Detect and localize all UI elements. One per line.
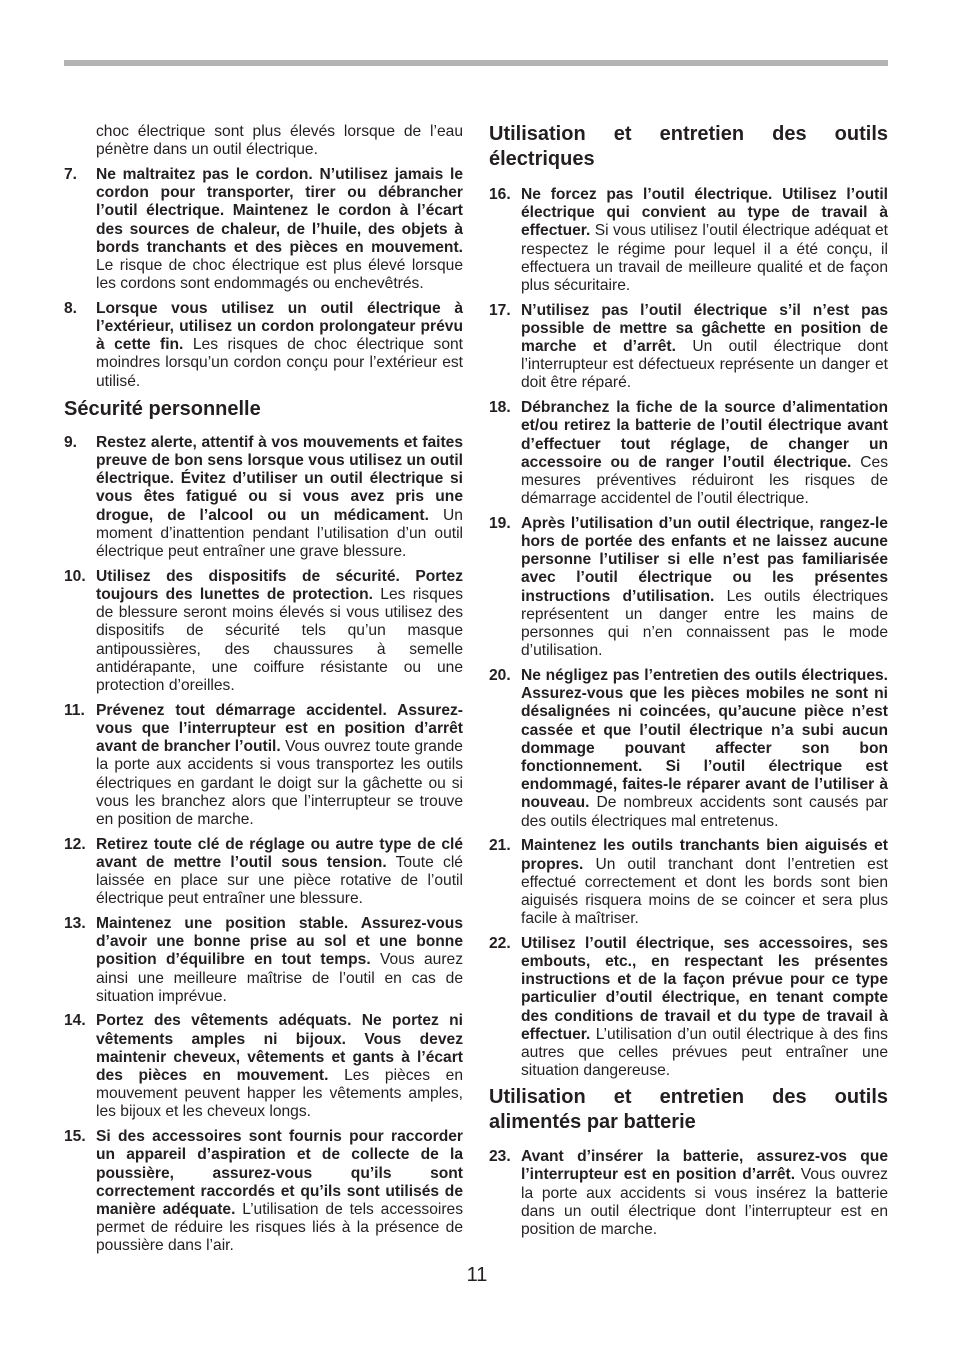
item-body: Vous aurez ainsi une meilleure maîtrise de l’outil en cas de situation imprévue.	[96, 951, 463, 1005]
item-body: Les pièces en mouvement peuvent happer les vêtements amples, les bijoux et les cheveux longs.	[96, 1067, 464, 1121]
item-lead: Prévenez tout démarrage accidentel. Assurez-vous que l’interrupteur est en position d’arrêt avant de brancher l’outil.	[96, 701, 463, 756]
item-text	[96, 702, 463, 829]
item-text	[521, 935, 888, 1081]
item-number: 19.	[489, 514, 511, 532]
item-lead: Maintenez une position stable. Assurez-vous d’avoir une bonne prise au sol et une bonne position d’équilibre en tout temps.	[96, 914, 463, 969]
safety-item-23	[489, 1148, 888, 1239]
safety-item-12	[64, 836, 463, 909]
item-body: Ces mesures préventives réduiront les risques de démarrage accidentel de l’outil électrique.	[521, 453, 888, 508]
safety-item-19	[489, 515, 888, 661]
item-number: 17.	[489, 301, 511, 319]
item-number: 7.	[64, 165, 78, 183]
item-text	[521, 515, 888, 661]
item-body: Les risques de choc électrique sont moindres lorsqu’un cordon conçu pour l’extérieur est utilisé.	[96, 336, 463, 390]
safety-item-18	[489, 399, 888, 508]
safety-item-7	[64, 166, 463, 293]
item-text	[521, 186, 888, 295]
page-number: 11	[466, 1264, 488, 1286]
safety-item-14	[64, 1012, 463, 1121]
safety-item-10	[64, 568, 463, 695]
item-body: Un outil tranchant dont l’entretien est effectué correctement et dont les bords sont bien aiguisés risquera moins de se coincer et sera plus facile à maîtriser.	[521, 855, 888, 928]
item-number: 12.	[64, 835, 86, 853]
safety-item-17	[489, 302, 888, 393]
section-heading-tool-use: Utilisation et entretien des outils électriques	[489, 122, 888, 170]
item-body: Vous ouvrez la porte aux accidents si vous insérez la batterie dans un outil électrique dont l’interrupteur est en position de marche.	[521, 1166, 888, 1239]
item-lead: Après l’utilisation d’un outil électrique, rangez-le hors de portée des enfants et ne laissez aucune personne l’utiliser si elle n’est pas familiarisée avec l’outil électrique ou les présentes instructions d’utilisation.	[521, 514, 888, 605]
item-text	[521, 1148, 888, 1239]
item-number: 14.	[64, 1012, 86, 1030]
item-lead: Restez alerte, attentif à vos mouvements et faites preuve de bon sens lorsque vous utilisez un outil électrique. Évitez d’utiliser un outil électrique si vous êtes fatigué ou si vous avez pris une drogue, de l’alcool ou un médicament.	[96, 433, 463, 524]
safety-item-15	[64, 1128, 463, 1255]
item-body: Un outil électrique dont l’interrupteur est défectueux représente un danger et doit être réparé.	[521, 338, 888, 392]
item-body: Un moment d’inattention pendant l’utilisation d’un outil électrique peut entraîner une grave blessure.	[96, 506, 463, 561]
item-body: Vous ouvrez toute grande la porte aux accidents si vous transportez les outils électriques en gardant le doigt sur la gâchette ou si vous les branchez alors que l’interrupteur se trouve en position de marche.	[96, 738, 463, 828]
item-lead: Ne négligez pas l’entretien des outils électriques. Assurez-vous que les pièces mobiles ne sont ni désalignées ni coincées, qu’aucune pièce n’est cassée et que l’outil électrique n’a subi aucun dommage pouvant affecter son bon fonctionnement. Si l’outil électrique est endommagé, faites-le réparer avant de l’utiliser à nouveau.	[521, 666, 888, 812]
item-lead: Retirez toute clé de réglage ou autre type de clé avant de mettre l’outil sous tension.	[96, 835, 463, 871]
item-body: De nombreux accidents sont causés par des outils électriques mal entretenus.	[521, 794, 888, 830]
item-text	[96, 434, 463, 561]
item-lead: Ne forcez pas l’outil électrique. Utilisez l’outil électrique qui convient au type de travail à effectuer.	[521, 185, 888, 240]
item-number: 18.	[489, 399, 511, 417]
item-number: 16.	[489, 185, 511, 203]
item-text	[521, 399, 888, 508]
safety-item-13	[64, 915, 463, 1006]
item-text	[96, 300, 463, 391]
item-lead: Avant d’insérer la batterie, assurez-vos que l’interrupteur est en position d’arrêt.	[521, 1148, 888, 1184]
safety-item-20	[489, 667, 888, 831]
right-column	[489, 122, 888, 1240]
safety-item-16	[489, 186, 888, 295]
item-lead: Portez des vêtements adéquats. Ne portez ni vêtements amples ni bijoux. Vous devez maintenir cheveux, vêtements et gants à l’écart des pièces en mouvement.	[96, 1012, 463, 1085]
item-text	[96, 1128, 463, 1255]
item-body: Si vous utilisez l’outil électrique adéquat et respectez le régime pour lequel il a été conçu, il effectuera un travail de meilleure qualité et de façon plus sécuritaire.	[521, 222, 888, 294]
item-number: 13.	[64, 914, 86, 932]
item-text	[96, 915, 463, 1006]
item-number: 15.	[64, 1128, 86, 1146]
item-number: 22.	[489, 934, 511, 952]
item-lead: Ne maltraitez pas le cordon. N’utilisez jamais le cordon pour transporter, tirer ou débrancher l’outil électrique. Maintenez le cordon à l’écart des sources de chaleur, de l’huile, des objets à bords tranchants et des pièces en mouvement.	[96, 165, 463, 256]
item-body: L’utilisation de tels accessoires permet de réduire les risques liés à la présence de poussière dans l’air.	[96, 1200, 463, 1255]
section-heading-battery-tool-use: Utilisation et entretien des outils alimentés par batterie	[489, 1085, 888, 1133]
item-lead: Utilisez l’outil électrique, ses accessoires, ses embouts, etc., en respectant les présentes instructions et de la façon prévue pour ce type particulier d’outil électrique, en tenant compte des conditions de travail et du type de travail à effectuer.	[521, 934, 888, 1043]
item-number: 20.	[489, 666, 511, 684]
item-text	[96, 568, 463, 695]
item-number: 11.	[64, 701, 85, 719]
safety-item-11	[64, 702, 463, 829]
item-body: L’utilisation d’un outil électrique à des fins autres que celles prévues peut entraîner une situation dangereuse.	[521, 1025, 888, 1080]
item-body: Les risques de blessure seront moins élevés si vous utilisez des dispositifs de sécurité tels qu’un masque antipoussières, des chaussures à semelle antidérapante, une coiffure résistante ou une protection d’oreilles.	[96, 585, 463, 694]
continued-text: choc électrique sont plus élevés lorsque de l’eau pénètre dans un outil électrique.	[96, 123, 463, 159]
item-text	[521, 667, 888, 831]
item-lead: N’utilisez pas l’outil électrique s’il n’est pas possible de mettre sa gâchette en position de marche et d’arrêt.	[521, 301, 888, 356]
item-lead: Utilisez des dispositifs de sécurité. Portez toujours des lunettes de protection.	[96, 567, 463, 603]
item-text	[96, 166, 463, 293]
item-number: 9.	[64, 433, 78, 451]
item-body: Le risque de choc électrique est plus élevé lorsque les cordons sont endommagés ou enchevêtrés.	[96, 256, 463, 293]
item-number: 10.	[64, 567, 86, 585]
safety-item-9	[64, 434, 463, 561]
safety-item-21	[489, 837, 888, 928]
item-text	[96, 836, 463, 909]
header-rule	[64, 60, 888, 66]
safety-item-22	[489, 935, 888, 1081]
section-heading-personal-safety: Sécurité personnelle	[64, 397, 261, 420]
left-column	[64, 123, 463, 1256]
item-number: 21.	[489, 837, 511, 855]
item-lead: Maintenez les outils tranchants bien aiguisés et propres.	[521, 837, 888, 873]
item-number: 23.	[489, 1148, 511, 1166]
item-text	[521, 837, 888, 928]
item-number: 8.	[64, 299, 78, 317]
item-text	[521, 302, 888, 393]
safety-item-8	[64, 300, 463, 391]
item-text	[96, 1012, 463, 1121]
item-lead: Débranchez la fiche de la source d’alimentation et/ou retirez la batterie de l’outil électrique avant d’effectuer tout réglage, de changer un accessoire ou de ranger l’outil électrique.	[521, 399, 888, 471]
item-lead: Lorsque vous utilisez un outil électrique à l’extérieur, utilisez un cordon prolongateur prévu à cette fin.	[96, 299, 463, 354]
item-body: Les outils électriques représentent un danger entre les mains de personnes qui n’en connaissent pas le mode d’utilisation.	[521, 587, 888, 660]
item-body: Toute clé laissée en place sur une pièce rotative de l’outil électrique peut entraîner une blessure.	[96, 853, 463, 908]
item-lead: Si des accessoires sont fournis pour raccorder un appareil d’aspiration et de collecte de la poussière, assurez-vous qu’ils sont correctement raccordés et qu’ils sont utilisés de manière adéquate.	[96, 1128, 463, 1218]
